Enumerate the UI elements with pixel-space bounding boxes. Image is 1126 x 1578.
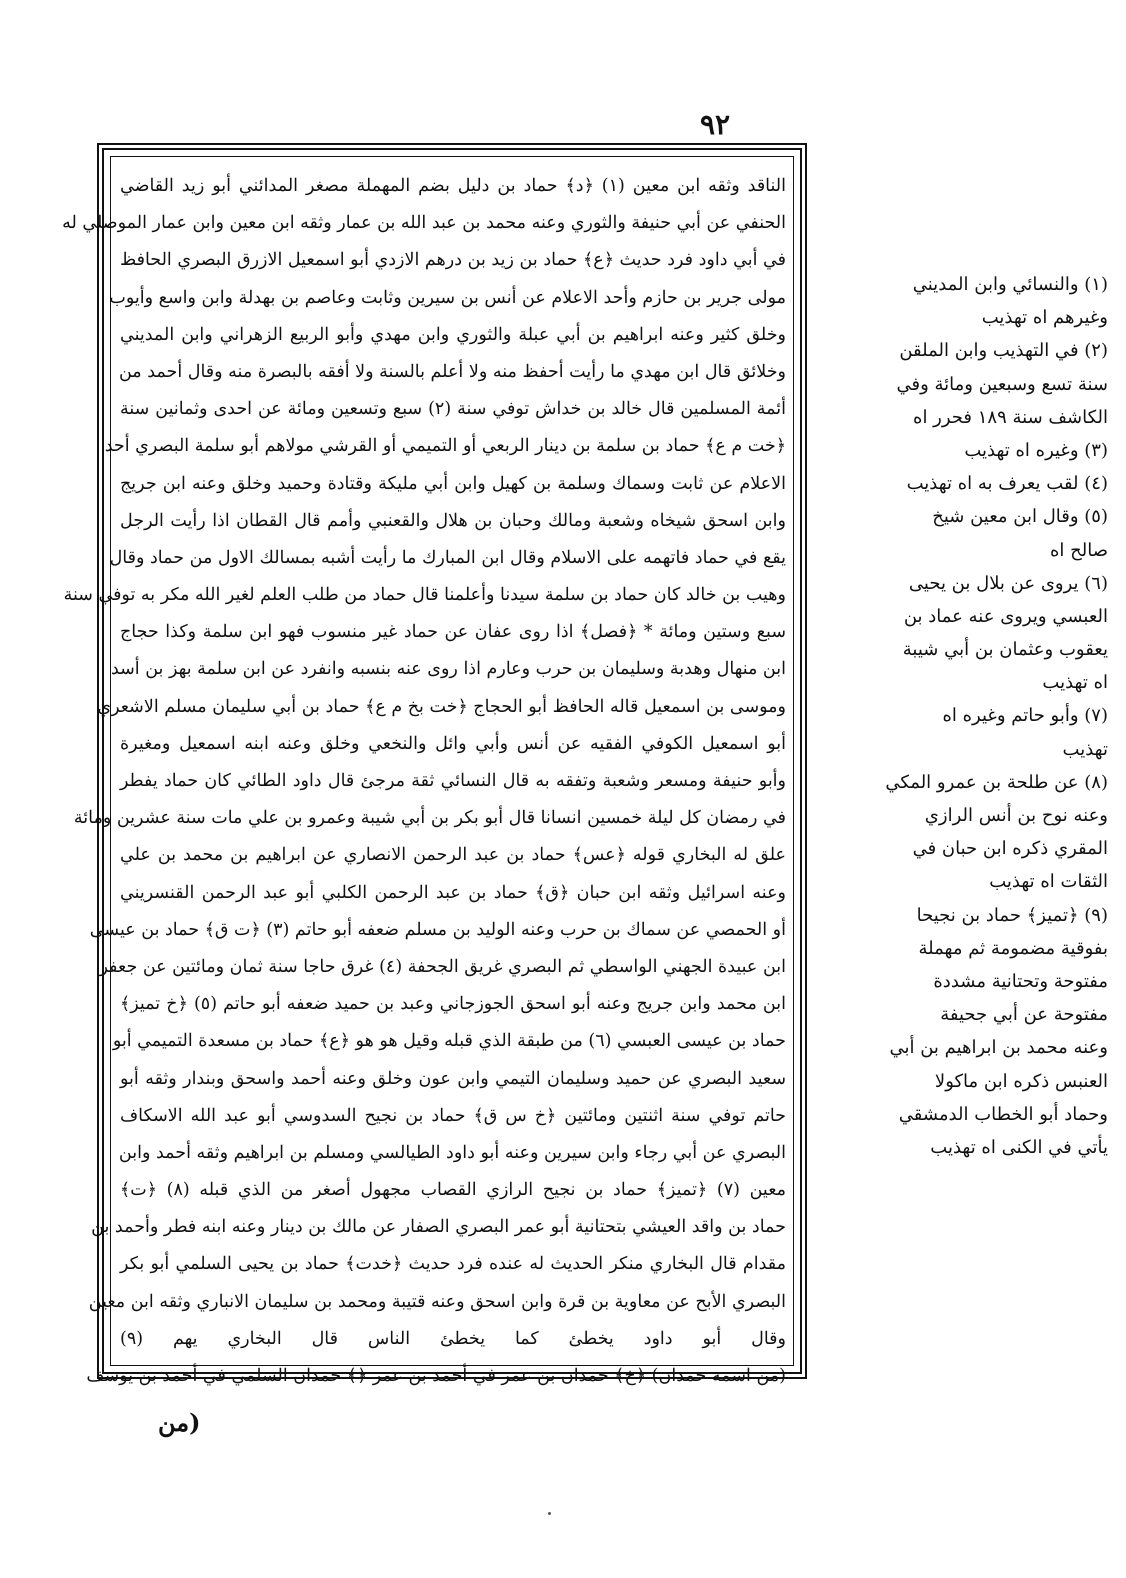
side-note-line: وحماد أبو الخطاب الدمشقي <box>898 1103 1108 1125</box>
main-text-line: وخلائق قال ابن مهدي ما رأيت أحفظ منه ولا أعلم بالسنة ولا أفقه بالبصرة منه وقال أحمد من <box>118 361 786 382</box>
side-note-line: (٨) عن طلحة بن عمرو المكي <box>885 771 1108 793</box>
main-text-line: أئمة المسلمين قال خالد بن خداش توفي سنة (٢) سبع وتسعين ومائة عن احدى وثمانين سنة <box>120 399 786 420</box>
side-note-line: مفتوحة وتحتانية مشددة <box>933 970 1108 992</box>
side-note-line: الكاشف سنة ١٨٩ فحرر اه <box>913 406 1108 428</box>
main-text-line: حماد بن واقد العيشي بتحتانية أبو عمر البصري الصفار عن مالك بن دينار وعنه ابنه فطر وأحمد بن <box>91 1217 786 1238</box>
side-note-line: وعنه محمد بن ابراهيم بن أبي <box>889 1037 1108 1059</box>
main-text-line: علق له البخاري قوله ﴿عس﴾ حماد بن عبد الرحمن الانصاري عن ابراهيم بن محمد بن علي <box>120 845 786 866</box>
side-note-line: مفتوحة عن أبي جحيفة <box>940 1004 1108 1026</box>
main-text-line: ابن عبيدة الجهني الواسطي ثم البصري غريق الجحفة (٤) غرق حاجا سنة ثمان ومائتين عن جعفر <box>99 956 786 977</box>
main-text-line: وهيب بن خالد كان حماد بن سلمة سيدنا وأعلمنا قال حماد من طلب العلم لغير الله مكر به توفي سنة <box>63 585 786 606</box>
main-text-line: أبو اسمعيل الكوفي الفقيه عن أنس وأبي وائل والنخعي وخلق وعنه ابنه اسمعيل ومغيرة <box>120 733 786 754</box>
main-text-line: حماد بن عيسى العبسي (٦) من طبقة الذي قبله وقيل هو هو ﴿ع﴾ حماد بن مسعدة التميمي أبو <box>112 1031 786 1052</box>
main-text-line: حاتم توفي سنة اثنتين ومائتين ﴿خ س ق﴾ حماد بن نجيح السدوسي أبو عبد الله الاسكاف <box>120 1105 786 1126</box>
side-note-line: وغيرهم اه تهذيب <box>981 307 1108 329</box>
side-note-line: بفوقية مضمومة ثم مهملة <box>918 937 1108 959</box>
side-note-line: (٦) يروى عن بلال بن يحيى <box>908 572 1108 594</box>
side-note-line: (٥) وقال ابن معين شيخ <box>932 506 1108 528</box>
main-text-line: الناقد وثقه ابن معين (١) ﴿د﴾ حماد بن دليل بضم المهملة مصغر المدائني أبو زيد القاضي <box>120 176 786 196</box>
side-note-line: سنة تسع وسبعين ومائة وفي <box>896 373 1108 395</box>
page-number: ٩٢ <box>700 108 731 141</box>
main-text-line: سعيد البصري عن حميد وسليمان التيمي وابن عون وخلق وعنه أحمد واسحق وبندار وثقه أبو <box>120 1068 786 1089</box>
side-note-line: العبسي ويروى عنه عماد بن <box>903 605 1108 627</box>
main-text-line: في رمضان كل ليلة خمسين انسانا قال أبو بكر بن أبي شيبة وعمرو بن علي مات سنة عشرين ومائة <box>73 808 786 829</box>
side-note-line: (٤) لقب يعرف به اه تهذيب <box>906 473 1108 495</box>
main-text-line: الحنفي عن أبي حنيفة والثوري وعنه محمد بن عبد الله بن عمار وثقه ابن معين وابن عمار الموصلي له <box>62 213 786 234</box>
main-text-frame <box>62 148 802 1386</box>
main-text-line: مولى جرير بن حازم وأحد الاعلام عن أنس بن سيرين وثابت وعاصم بن بهدلة وابن واسع وأيوب <box>109 287 786 308</box>
main-text-line: وابن اسحق شيخاه وشعبة ومالك وحبان بن هلال والقعنبي وأمم قال القطان اذا رأيت الرجل <box>120 510 786 531</box>
main-text-line: يقع في حماد فاتهمه على الاسلام وقال ابن المبارك ما رأيت أشبه بمسالك الاول من حماد وقال <box>109 547 786 568</box>
side-note-line: وعنه نوح بن أنس الرازي <box>924 805 1108 826</box>
catchword: (من <box>158 1408 201 1437</box>
side-note-line: (٢) في التهذيب وابن الملقن <box>899 340 1108 362</box>
side-note-line: تهذيب <box>1062 738 1108 760</box>
main-text-line: ابن محمد وابن جريج وعنه أبو اسحق الجوزجاني وعبد بن حميد ضعفه أبو حاتم (٥) ﴿خ تميز﴾ <box>120 994 786 1015</box>
main-text-line: الاعلام عن ثابت وسماك وسلمة بن كهيل وابن أبي مليكة وقتادة وحميد وخلق وعنه ابن جريج <box>120 473 786 494</box>
main-text-line: معين (٧) ﴿تميز﴾ حماد بن نجيح الرازي القصاب مجهول أصغر من الذي قبله (٨) ﴿ت﴾ <box>120 1180 787 1201</box>
side-note-line: (٣) وغيره اه تهذيب <box>964 439 1108 461</box>
side-note-line: (٧) وأبو حاتم وغيره اه <box>942 705 1108 727</box>
side-note-line: صالح اه <box>1049 539 1108 561</box>
side-note-line: (١) والنسائي وابن المديني <box>912 274 1108 295</box>
main-text-line: وموسى بن اسمعيل قاله الحافظ أبو الحجاج ﴿خت بخ م ع﴾ حماد بن أبي سليمان مسلم الاشعري <box>97 696 786 717</box>
side-note-line: المقري ذكره ابن حبان في <box>912 838 1108 860</box>
side-notes-column <box>808 268 1108 1164</box>
main-text-line: ابن منهال وهدبة وسليمان بن حرب وعارم اذا روى عنه بنسبه وانفرد عن ابن سلمة بهز بن أسد <box>110 659 786 680</box>
scan-speck <box>548 1512 551 1515</box>
main-text-block <box>62 168 787 1386</box>
side-note-line: يعقوب وعثمان بن أبي شيبة <box>902 639 1108 661</box>
main-text-line: سبع وستين ومائة * ﴿فصل﴾ اذا روى عفان عن حماد غير منسوب فهو ابن سلمة وكذا حجاج <box>120 622 786 643</box>
main-text-line: في أبي داود فرد حديث ﴿ع﴾ حماد بن زيد بن درهم الازدي أبو اسمعيل الازرق البصري الحافظ <box>120 250 786 271</box>
side-note-line: (٩) ﴿تميز﴾ حماد بن نجيحا <box>916 904 1108 926</box>
main-text-line: البصري الأبح عن معاوية بن قرة وابن اسحق وعنه قتيبة ومحمد بن سليمان الانباري وثقه ابن معين <box>88 1291 786 1312</box>
main-text-line: وخلق كثير وعنه ابراهيم بن أبي عبلة والثوري وابن مهدي وأبو الربيع الزهراني وابن المديني <box>120 324 786 345</box>
main-text-line: أو الحمصي عن سماك بن حرب وعنه الوليد بن مسلم ضعفه أبو حاتم (٣) ﴿ت ق﴾ حماد بن عيسى <box>89 919 786 940</box>
side-note-line: اه تهذيب <box>1042 672 1108 694</box>
main-text-line: (من اسمه حمدان) ﴿خ﴾ حمدان بن عمر في أحمد بن عمر ﴿﴾ حمدان السلمي في أحمد بن يوسف <box>86 1366 786 1386</box>
main-text-line: مقدام قال البخاري منكر الحديث له عنده فرد حديث ﴿خدت﴾ حماد بن يحيى السلمي أبو بكر <box>120 1254 786 1275</box>
side-note-line: الثقات اه تهذيب <box>989 871 1108 893</box>
main-text-line: وقال أبو داود يخطئ كما يخطئ الناس قال البخاري يهم (٩) <box>120 1328 786 1349</box>
side-note-line: يأتي في الكنى اه تهذيب <box>930 1136 1108 1158</box>
main-text-line: وعنه اسرائيل وثقه ابن حبان ﴿ق﴾ حماد بن عبد الرحمن الكلبي أبو عبد الرحمن القنسريني <box>120 882 786 903</box>
main-text-line: البصري عن أبي رجاء وابن سيرين وعنه أبو داود الطيالسي ومسلم بن ابراهيم وثقه أحمد وابن <box>118 1142 786 1163</box>
main-text-line: وأبو حنيفة ومسعر وشعبة وتفقه به قال النسائي ثقة مرجئ قال داود الطائي كان حماد يفطر <box>120 771 786 791</box>
side-note-line: العنبس ذكره ابن ماكولا <box>934 1070 1108 1092</box>
main-text-line: ﴿خت م ع﴾ حماد بن سلمة بن دينار الربعي أو التميمي أو القرشي مولاهم أبو سلمة البصري أحد <box>104 436 786 457</box>
